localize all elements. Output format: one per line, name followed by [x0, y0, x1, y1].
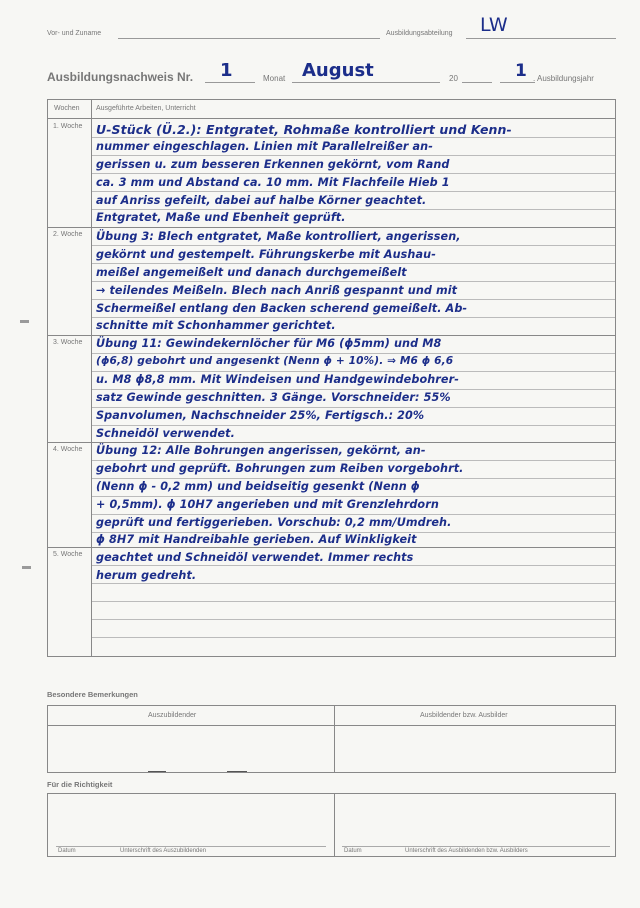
entry-line: Übung 3: Blech entgratet, Maße kontrolliert, angerissen, — [96, 230, 461, 243]
entry-line: Schneidöl verwendet. — [96, 427, 235, 440]
scan-artifact — [22, 566, 31, 569]
name-label: Vor- und Zuname — [47, 30, 102, 37]
certification-box[interactable] — [47, 793, 616, 857]
entry-line: Übung 11: Gewindekernlöcher für M6 (ϕ5mm) und M8 — [96, 337, 442, 350]
entry-line: gekörnt und gestempelt. Führungskerbe mit Aushau- — [96, 248, 436, 261]
entry-line: (ϕ6,8) gebohrt und angesenkt (Nenn ϕ + 10%). ⇒ M6 ϕ 6,6 — [96, 355, 454, 367]
entry-line: ϕ 8H7 mit Handreibahle gerieben. Auf Winkligkeit — [96, 533, 417, 546]
year-field-line[interactable] — [462, 82, 492, 83]
entry-line: (Nenn ϕ - 0,2 mm) und beidseitig gesenkt (Nenn ϕ — [96, 480, 420, 493]
date-label-trainee: Datum — [58, 848, 76, 854]
entry-line: ca. 3 mm und Abstand ca. 10 mm. Mit Flachfeile Hieb 1 — [96, 176, 450, 189]
week-2-label: 2. Woche — [53, 231, 83, 238]
week-3-label: 3. Woche — [53, 339, 83, 346]
training-year-field-line[interactable] — [500, 82, 535, 83]
entry-line: → teilendes Meißeln. Blech nach Anriß gespannt und mit — [96, 284, 458, 297]
remarks-trainee-label: Auszubildender — [148, 712, 197, 719]
report-number: 1 — [220, 60, 233, 81]
remarks-trainer-label: Ausbildender bzw. Ausbilder — [420, 712, 508, 719]
weeks-column-header: Wochen — [54, 105, 80, 112]
report-title: Ausbildungsnachweis Nr. — [47, 70, 194, 84]
number-field-line[interactable] — [205, 82, 255, 83]
entry-line: satz Gewinde geschnitten. 3 Gänge. Vorschneider: 55% — [96, 391, 451, 404]
entry-line: schnitte mit Schonhammer gerichtet. — [96, 319, 336, 332]
week-1-label: 1. Woche — [53, 123, 83, 130]
training-year-label: . Ausbildungsjahr — [533, 74, 594, 83]
department-field-line[interactable] — [466, 38, 616, 39]
entry-line: geachtet und Schneidöl verwendet. Immer rechts — [96, 551, 414, 564]
entry-line: Schermeißel entlang den Backen scherend gemeißelt. Ab- — [96, 302, 468, 315]
scan-artifact — [20, 320, 29, 323]
entry-line: + 0,5mm). ϕ 10H7 angerieben und mit Grenzlehrdorn — [96, 498, 439, 511]
entry-line: gebohrt und geprüft. Bohrungen zum Reiben vorgebohrt. — [96, 462, 464, 475]
entry-line: Übung 12: Alle Bohrungen angerissen, gekörnt, an- — [96, 444, 426, 457]
entry-line: Entgratet, Maße und Ebenheit geprüft. — [96, 211, 346, 224]
signature-trainer-label: Unterschrift des Ausbildenden bzw. Ausbilders — [405, 848, 528, 854]
signature-trainee-label: Unterschrift des Auszubildenden — [120, 848, 207, 854]
entry-line: Spanvolumen, Nachschneider 25%, Fertigsch.: 20% — [96, 409, 425, 422]
remarks-box[interactable] — [47, 705, 616, 773]
month-field-line[interactable] — [292, 82, 440, 83]
week-4-label: 4. Woche — [53, 446, 83, 453]
entry-line: U-Stück (Ü.2.): Entgratet, Rohmaße kontrolliert und Kenn- — [96, 122, 512, 137]
month-value: August — [302, 60, 374, 81]
department-label: Ausbildungsabteilung — [386, 30, 453, 37]
certification-title: Für die Richtigkeit — [47, 780, 113, 789]
entry-line: auf Anriss gefeilt, dabei auf halbe Körner geachtet. — [96, 194, 427, 207]
department-value: LW — [480, 14, 508, 36]
entry-line: nummer eingeschlagen. Linien mit Parallelreißer an- — [96, 140, 433, 153]
month-label: Monat — [263, 74, 286, 83]
entry-line: geprüft und fertiggerieben. Vorschub: 0,2 mm/Umdreh. — [96, 516, 452, 529]
entry-line: meißel angemeißelt und danach durchgemeißelt — [96, 266, 407, 279]
week-5-label: 5. Woche — [53, 551, 83, 558]
date-label-trainer: Datum — [344, 848, 362, 854]
entry-line: herum gedreht. — [96, 569, 197, 582]
work-column-header: Ausgeführte Arbeiten, Unterricht — [96, 105, 196, 112]
entry-line: gerissen u. zum besseren Erkennen gekörnt, vom Rand — [96, 158, 450, 171]
year-prefix: 20 — [449, 74, 458, 83]
remarks-title: Besondere Bemerkungen — [47, 690, 138, 699]
training-year-value: 1 — [515, 61, 527, 81]
name-field-line[interactable] — [118, 38, 380, 39]
entry-line: u. M8 ϕ8,8 mm. Mit Windeisen und Handgewindebohrer- — [96, 373, 459, 386]
